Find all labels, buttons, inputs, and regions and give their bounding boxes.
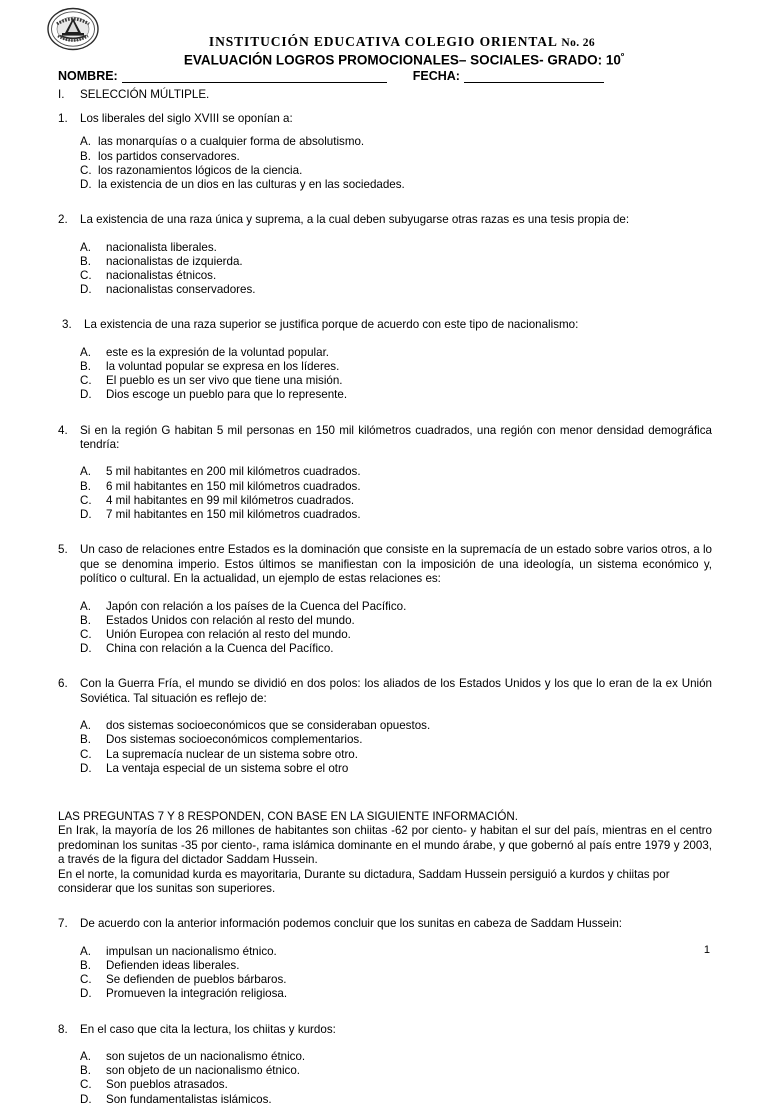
question-text: La existencia de una raza superior se justifica porque de acuerdo con este tipo de nacionalismo:	[84, 318, 579, 332]
document-body	[0, 88, 768, 1107]
question-block-8	[0, 1023, 768, 1107]
exam-title	[0, 51, 768, 68]
option-item[interactable]	[80, 628, 712, 642]
option-list	[0, 346, 768, 403]
student-info-row	[58, 69, 713, 83]
spacer	[0, 706, 768, 719]
question-text: Un caso de relaciones entre Estados es la dominación que consiste en la supremacía de un estado sobre varios otros, a lo que se denomina imperio. Estos últimos se manifiestan con la imposición de una ideología, un sistema económico y, político o cultural. En la actualidad, un ejemplo de estas relaciones es:	[80, 543, 712, 586]
option-text: dos sistemas socioeconómicos que se consideraban opuestos.	[106, 719, 431, 733]
option-letter: B.	[80, 254, 91, 268]
option-item[interactable]	[80, 480, 712, 494]
option-item[interactable]	[80, 959, 712, 973]
option-text: 7 mil habitantes en 150 mil kilómetros cuadrados.	[106, 508, 361, 522]
question-block-3	[0, 318, 768, 402]
spacer	[0, 192, 768, 213]
spacer	[0, 656, 768, 677]
option-text: La ventaja especial de un sistema sobre el otro	[106, 761, 349, 775]
option-letter: D.	[80, 1092, 92, 1106]
option-letter: A.	[80, 1050, 91, 1063]
option-item[interactable]	[80, 508, 712, 522]
option-text: este es la expresión de la voluntad popular.	[106, 345, 330, 359]
option-letter: B.	[80, 1064, 91, 1078]
question-stem	[0, 318, 768, 332]
option-item[interactable]	[80, 241, 712, 255]
option-text: las monarquías o a cualquier forma de absolutismo.	[98, 135, 365, 149]
option-letter: C.	[80, 747, 92, 761]
option-letter: B.	[80, 613, 91, 627]
spacer	[0, 452, 768, 465]
option-item[interactable]	[80, 1064, 712, 1078]
question-text: De acuerdo con la anterior información podemos concluir que los sunitas en cabeza de Saddam Hussein:	[80, 917, 622, 931]
question-text: La existencia de una raza única y suprema, a la cual deben subyugarse otras razas es una tesis propia de:	[80, 213, 630, 227]
option-letter: D.	[80, 508, 92, 522]
option-text: Son pueblos atrasados.	[106, 1078, 228, 1092]
option-text: nacionalistas conservadores.	[106, 283, 256, 297]
option-text: Son fundamentalistas islámicos.	[106, 1092, 272, 1106]
section-heading	[0, 88, 768, 101]
spacer	[0, 333, 768, 346]
option-list	[0, 719, 768, 776]
passage-paragraph-1: En Irak, la mayoría de los 26 millones de habitantes son chiitas -62 por ciento- y habitan el sur del país, mientras en el centro predominan los sunitas -35 por ciento-, rama islámica dominante en el mundo árabe, y que gobernó al país entre 1979 y 2003, a través de la figura del dictador Saddam Hussein.	[58, 824, 712, 867]
question-stem	[0, 112, 768, 126]
option-text: Estados Unidos con relación al resto del mundo.	[106, 613, 355, 627]
spacer	[0, 932, 768, 945]
option-text: nacionalista liberales.	[106, 240, 217, 254]
option-letter: B.	[80, 360, 91, 374]
spacer	[0, 896, 768, 917]
option-item[interactable]	[80, 719, 712, 733]
option-list	[0, 600, 768, 657]
option-letter: B.	[80, 149, 91, 163]
option-item[interactable]	[80, 1093, 712, 1107]
spacer	[0, 126, 768, 135]
question-number: 1.	[58, 112, 68, 125]
passage-heading: LAS PREGUNTAS 7 Y 8 RESPONDEN, CON BASE EN LA SIGUIENTE INFORMACIÓN.	[58, 809, 518, 823]
option-list	[0, 135, 768, 192]
option-letter: C.	[80, 627, 92, 641]
option-letter: A.	[80, 135, 91, 149]
page-number: 1	[703, 944, 710, 956]
option-letter: A.	[80, 345, 91, 359]
option-letter: C.	[80, 1078, 92, 1092]
option-item[interactable]	[80, 164, 712, 178]
option-item[interactable]	[80, 388, 712, 402]
spacer	[0, 403, 768, 424]
option-letter: D.	[80, 388, 92, 402]
spacer	[0, 1002, 768, 1023]
option-item[interactable]	[80, 614, 712, 628]
option-text: 5 mil habitantes en 200 mil kilómetros cuadrados.	[106, 465, 361, 479]
institution-number: No. 26	[561, 37, 596, 49]
option-text: Defienden ideas liberales.	[106, 958, 240, 972]
option-item[interactable]	[80, 269, 712, 283]
question-number: 2.	[58, 213, 68, 227]
spacer	[0, 522, 768, 543]
option-item[interactable]	[80, 733, 712, 747]
name-input-line[interactable]	[122, 71, 387, 83]
question-stem	[0, 917, 768, 931]
section-title: SELECCIÓN MÚLTIPLE.	[80, 88, 210, 101]
option-text: la existencia de un dios en las culturas y en las sociedades.	[98, 178, 405, 192]
option-letter: B.	[80, 479, 91, 493]
option-text: La supremacía nuclear de un sistema sobre otro.	[106, 747, 358, 761]
option-letter: A.	[80, 719, 91, 733]
option-text: Dios escoge un pueblo para que lo represente.	[106, 388, 348, 402]
option-text: China con relación a la Cuenca del Pacífico.	[106, 642, 334, 656]
option-text: El pueblo es un ser vivo que tiene una misión.	[106, 374, 343, 388]
spacer	[0, 776, 768, 810]
question-number: 7.	[58, 917, 68, 931]
option-item[interactable]	[80, 1050, 712, 1064]
question-block-6	[0, 677, 768, 776]
spacer	[0, 297, 768, 318]
exam-title-text: EVALUACIÓN LOGROS PROMOCIONALES– SOCIALES- GRADO: 10	[183, 52, 621, 68]
option-letter: D.	[80, 642, 92, 656]
section-marker: I.	[58, 88, 65, 101]
option-letter: D.	[80, 283, 92, 297]
option-text: Se defienden de pueblos bárbaros.	[106, 973, 287, 987]
option-letter: A.	[80, 599, 91, 613]
question-block-2	[0, 213, 768, 297]
option-item[interactable]	[80, 150, 712, 164]
question-stem	[0, 213, 768, 227]
option-text: Unión Europea con relación al resto del mundo.	[106, 627, 351, 641]
question-stem	[0, 677, 768, 706]
option-text: los partidos conservadores.	[98, 149, 240, 163]
option-item[interactable]	[80, 600, 712, 614]
option-text: la voluntad popular se expresa en los líderes.	[106, 360, 340, 374]
option-letter: B.	[80, 958, 91, 972]
grade-superscript: º	[620, 51, 625, 61]
question-stem	[0, 1023, 768, 1037]
option-item[interactable]	[80, 283, 712, 297]
option-item[interactable]	[80, 987, 712, 1001]
spacer	[0, 1037, 768, 1050]
option-list	[0, 945, 768, 1002]
option-text: son sujetos de un nacionalismo étnico.	[106, 1050, 306, 1063]
question-stem	[0, 543, 768, 586]
option-item[interactable]	[80, 255, 712, 269]
question-block-4	[0, 424, 768, 523]
option-text: Dos sistemas socioeconómicos complementarios.	[106, 733, 363, 747]
question-number: 4.	[58, 423, 68, 437]
document-header	[0, 0, 768, 66]
date-input-line[interactable]	[464, 71, 604, 83]
question-text: En el caso que cita la lectura, los chiitas y kurdos:	[80, 1022, 336, 1036]
option-item[interactable]	[80, 346, 712, 360]
passage-paragraph-2: En el norte, la comunidad kurda es mayoritaria, Durante su dictadura, Saddam Hussein persiguió a kurdos y chiitas por considerar que los sunitas son superiores.	[58, 867, 670, 895]
option-item[interactable]	[80, 1078, 712, 1092]
option-item[interactable]	[80, 945, 712, 959]
option-item[interactable]	[80, 135, 712, 149]
option-letter: A.	[80, 240, 91, 254]
option-list	[0, 1050, 768, 1107]
spacer	[0, 228, 768, 241]
option-item[interactable]	[80, 642, 712, 656]
option-item[interactable]	[80, 465, 712, 479]
question-text: Los liberales del siglo XVIII se oponían a:	[80, 112, 293, 125]
option-letter: D.	[80, 761, 92, 775]
date-label: FECHA:	[412, 69, 460, 83]
question-number: 5.	[58, 543, 68, 557]
option-letter: D.	[80, 987, 92, 1001]
option-list	[0, 241, 768, 298]
option-text: son objeto de un nacionalismo étnico.	[106, 1064, 301, 1078]
spacer	[0, 587, 768, 600]
option-text: Promueven la integración religiosa.	[106, 987, 288, 1001]
option-text: nacionalistas de izquierda.	[106, 254, 243, 268]
question-number: 8.	[58, 1022, 68, 1036]
option-list	[0, 465, 768, 522]
option-letter: C.	[80, 973, 92, 987]
option-item[interactable]	[80, 360, 712, 374]
question-number: 6.	[58, 677, 68, 691]
question-number: 3.	[62, 318, 72, 332]
option-text: nacionalistas étnicos.	[106, 269, 217, 283]
option-item[interactable]	[80, 178, 712, 192]
reading-passage	[0, 810, 768, 896]
option-text: impulsan un nacionalismo étnico.	[106, 944, 277, 958]
question-text: Con la Guerra Fría, el mundo se dividió en dos polos: los aliados de los Estados Unidos y los que lo eran de la ex Unión Soviética. Tal situación es reflejo de:	[80, 677, 712, 705]
name-label: NOMBRE:	[58, 69, 118, 83]
option-letter: A.	[80, 944, 91, 958]
question-block-5	[0, 543, 768, 656]
question-stem	[0, 424, 768, 453]
option-item[interactable]	[80, 494, 712, 508]
option-text: 6 mil habitantes en 150 mil kilómetros cuadrados.	[106, 479, 361, 493]
question-text: Si en la región G habitan 5 mil personas en 150 mil kilómetros cuadrados, una región con menor densidad demográfica tendría:	[80, 423, 712, 452]
option-letter: C.	[80, 163, 92, 177]
question-block-1	[0, 112, 768, 192]
option-letter: B.	[80, 733, 91, 747]
option-text: 4 mil habitantes en 99 mil kilómetros cuadrados.	[106, 493, 355, 507]
option-letter: A.	[80, 465, 91, 479]
option-letter: C.	[80, 269, 92, 283]
option-item[interactable]	[80, 973, 712, 987]
option-letter: C.	[80, 493, 92, 507]
option-item[interactable]	[80, 374, 712, 388]
institution-title	[0, 34, 768, 50]
option-text: Japón con relación a los países de la Cuenca del Pacífico.	[106, 599, 407, 613]
option-letter: C.	[80, 374, 92, 388]
option-item[interactable]	[80, 748, 712, 762]
option-item[interactable]	[80, 762, 712, 776]
option-text: los razonamientos lógicos de la ciencia.	[98, 163, 303, 177]
question-block-7	[0, 917, 768, 1001]
institution-name: INSTITUCIÓN EDUCATIVA COLEGIO ORIENTAL	[208, 34, 558, 49]
option-letter: D.	[80, 178, 92, 192]
